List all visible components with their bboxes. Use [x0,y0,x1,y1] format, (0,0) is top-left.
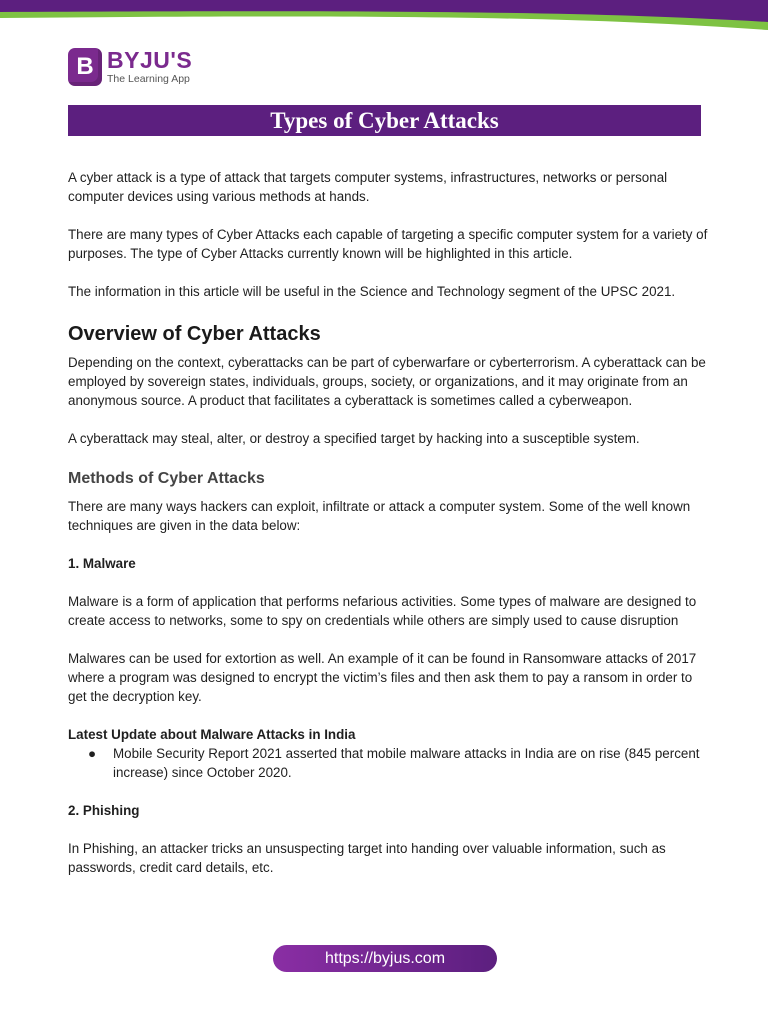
footer-url-link[interactable]: https://byjus.com [273,945,497,972]
overview-paragraph-2: A cyberattack may steal, alter, or destroy a specified target by hacking into a susceptible system. [68,431,640,446]
logo-brand-name: BYJU'S [107,47,193,74]
malware-paragraph-1: Malware is a form of application that performs nefarious activities. Some types of malware are designed to create access to networks, some to spy on credentials while others are simply used to cause disruption [68,594,697,628]
page-title: Types of Cyber Attacks [68,105,701,136]
methods-intro: There are many ways hackers can exploit, infiltrate or attack a computer system. Some of the well known techniques are given in the data below: [68,499,691,533]
bullet-icon: ● [88,746,97,761]
overview-paragraph-1: Depending on the context, cyberattacks can be part of cyberwarfare or cyberterrorism. A cyberattack can be employed by sovereign states, individuals, groups, society, or organizations, and it may originate from an anonymous source. A product that facilitates a cyberattack is sometimes called a cyberweapon. [68,355,706,408]
intro-paragraph-3: The information in this article will be useful in the Science and Technology segment of the UPSC 2021. [68,284,676,299]
intro-paragraph-1: A cyber attack is a type of attack that targets computer systems, infrastructures, networks or personal computer devices using various methods at hands. [68,170,668,204]
list-item [68,744,708,782]
overview-heading: Overview of Cyber Attacks [68,323,321,345]
malware-heading: 1. Malware [68,556,136,571]
article-body [68,168,708,877]
top-decorative-band [0,0,768,30]
malware-paragraph-2: Malwares can be used for extortion as well. An example of it can be found in Ransomware attacks of 2017 where a program was designed to encrypt the victim’s files and then ask them to pay a ransom in order to get the decryption key. [68,651,697,704]
byjus-logo[interactable] [68,46,192,88]
bullet-text: Mobile Security Report 2021 asserted that mobile malware attacks in India are on rise (845 percent increase) since October 2020. [113,746,700,780]
intro-paragraph-2: There are many types of Cyber Attacks each capable of targeting a specific computer system for a variety of purposes. The type of Cyber Attacks currently known will be highlighted in this article. [68,227,708,261]
malware-update-heading: Latest Update about Malware Attacks in India [68,727,356,742]
methods-heading: Methods of Cyber Attacks [68,470,265,487]
phishing-paragraph: In Phishing, an attacker tricks an unsuspecting target into handing over valuable information, such as passwords, credit card details, etc. [68,841,666,875]
logo-mark-icon: B [68,48,102,86]
phishing-heading: 2. Phishing [68,803,140,818]
logo-tagline: The Learning App [107,73,190,86]
